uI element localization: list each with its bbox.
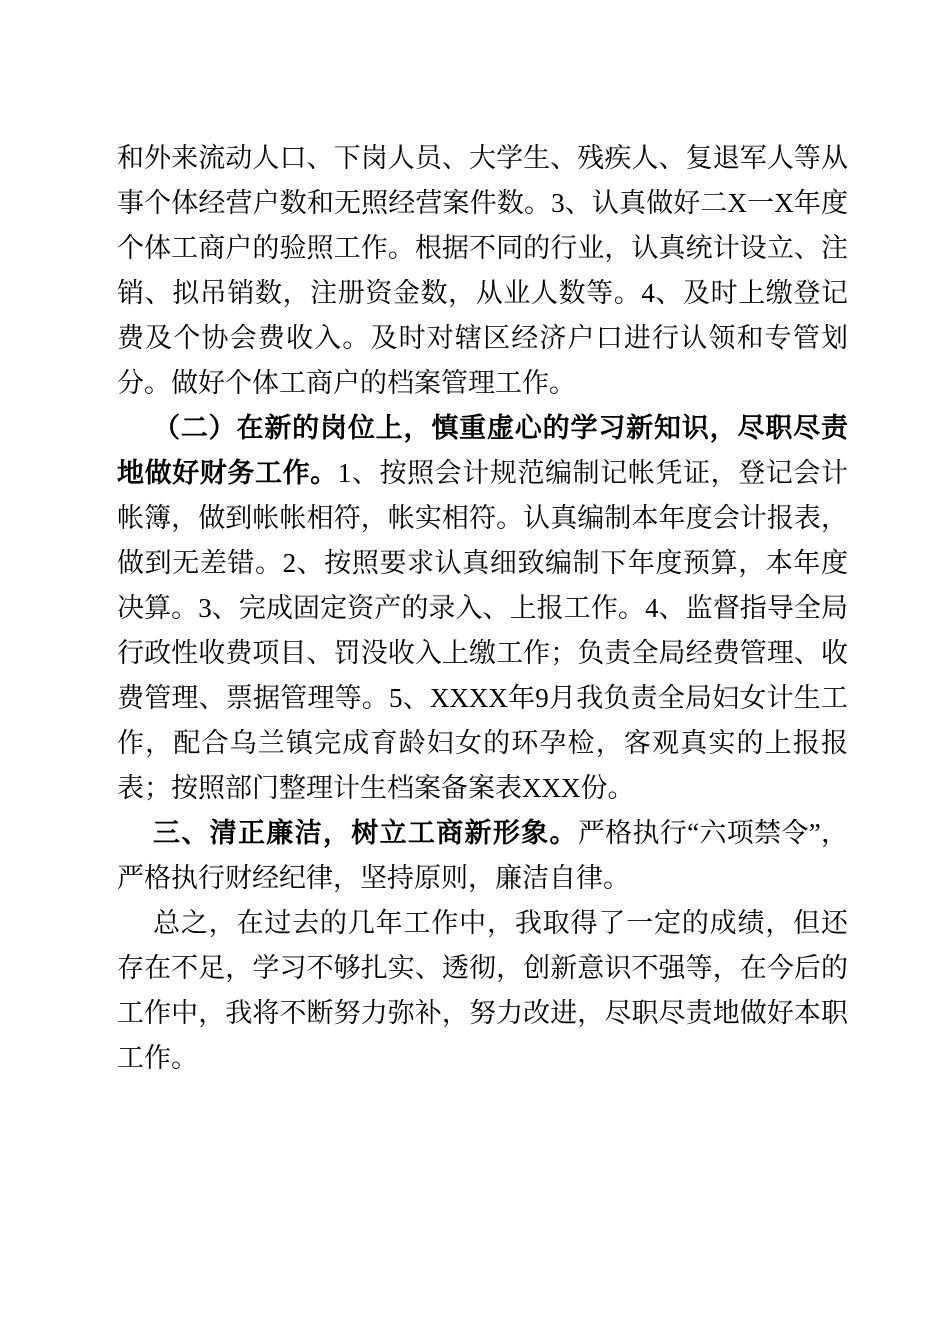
text-run: 和外来流动人口、下岗人员、大学生、残疾人、复退军人等从事个体经营户数和无照经营案件数。3、认真做好二X一X年度个体工商户的验照工作。根据不同的行业，认真统计设立、注销、拟吊销数，注册资金数，从业人数等。4、及时上缴登记费及个协会费收入。及时对辖区经济户口进行认领和专管划分。做好个体工商户的档案管理工作。 [117,143,848,398]
paragraph [117,406,848,811]
text-run: 三、清正廉洁，树立工商新形象。 [153,818,578,848]
text-run: 严格执行“六项禁令”，严格执行财经纪律，坚持原则，廉洁自律。 [117,818,849,893]
paragraph [117,901,848,1081]
text-run: 总之，在过去的几年工作中，我取得了一定的成绩，但还存在不足，学习不够扎实、透彻，创新意识不强等，在今后的工作中，我将不断努力弥补，努力改进，尽职尽责地做好本职工作。 [117,908,848,1073]
text-run: 1、按照会计规范编制记帐凭证，登记会计帐簿，做到帐帐相符，帐实相符。认真编制本年度会计报表，做到无差错。2、按照要求认真细致编制下年度预算，本年度决算。3、完成固定资产的录入、上报工作。4、监督指导全局行政性收费项目、罚没收入上缴工作；负责全局经费管理、收费管理、票据管理等。5、XXXX年9月我负责全局妇女计生工作，配合乌兰镇完成育龄妇女的环孕检，客观真实的上报报表；按照部门整理计生档案备案表XXX份。 [117,458,849,803]
paragraph [117,136,848,406]
text-run: （二）在新的岗位上，慎重虚心的学习新知识，尽职尽责地做好财务工作。 [117,413,848,488]
document-body [117,136,848,1081]
paragraph [117,811,848,901]
